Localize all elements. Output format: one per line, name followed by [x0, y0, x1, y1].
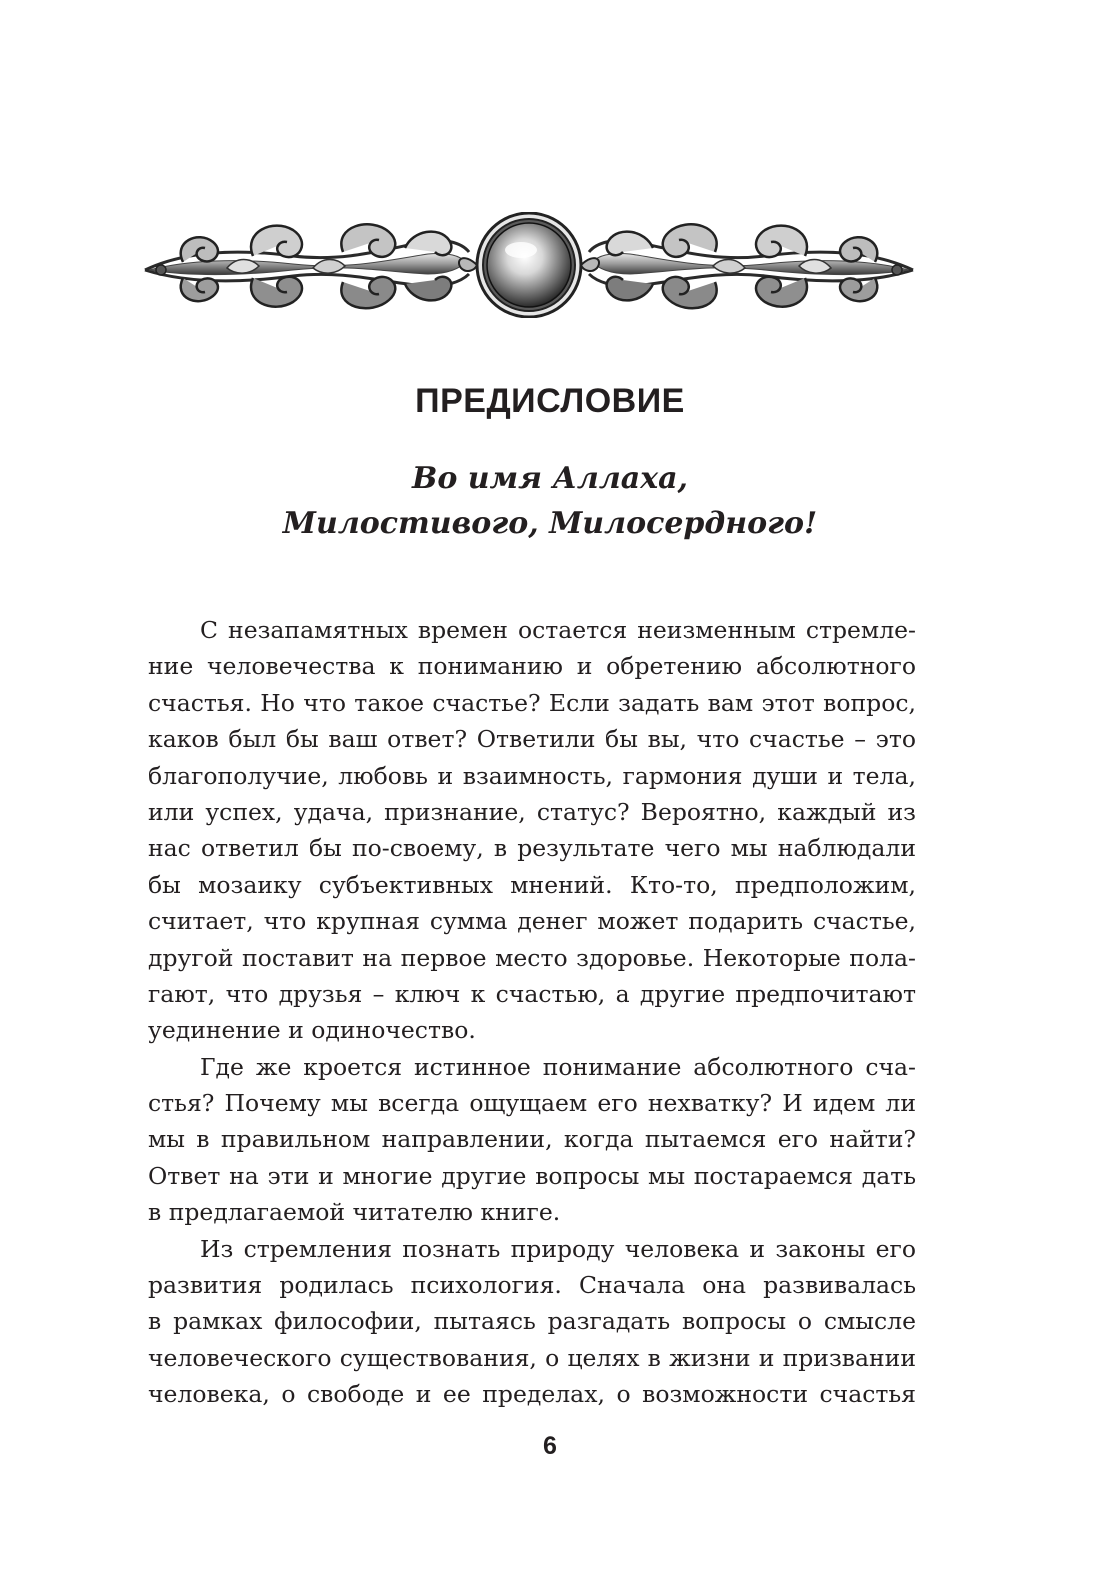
text-line: бы мозаику субъективных мнений. Кто-то, предположим,	[148, 870, 916, 899]
text-line: уединение и одиночество.	[148, 1016, 476, 1045]
paragraph	[148, 612, 916, 1049]
text-line: в предлагаемой читателю книге.	[148, 1198, 561, 1227]
text-line: считает, что крупная сумма денег может подарить счастье,	[148, 907, 916, 936]
text-line: стья? Почему мы всегда ощущаем его нехватку? И идем ли	[148, 1089, 916, 1118]
text-line: другой поставит на первое место здоровье. Некоторые пола-	[148, 943, 916, 972]
text-line: каков был бы ваш ответ? Ответили бы вы, что счастье – это	[148, 725, 916, 754]
text-line: мы в правильном направлении, когда пытаемся его найти?	[148, 1125, 916, 1154]
text-line: развития родилась психология. Сначала она развивалась	[148, 1271, 916, 1300]
text-line: Где же кроется истинное понимание абсолютного сча-	[200, 1052, 916, 1081]
chapter-heading: ПРЕДИСЛОВИЕ	[415, 382, 685, 420]
text-line: человека, о свободе и ее пределах, о возможности счастья	[148, 1380, 916, 1409]
text-line: или успех, удача, признание, статус? Вероятно, каждый из	[148, 797, 916, 826]
text-line: человеческого существования, о целях в жизни и призвании	[148, 1343, 916, 1372]
text-line: ние человечества к пониманию и обретению абсолютного	[148, 652, 916, 681]
paragraph	[148, 1049, 916, 1231]
text-line: в рамках философии, пытаясь разгадать вопросы о смысле	[148, 1307, 916, 1336]
text-line: нас ответил бы по-своему, в результате чего мы наблюдали	[148, 834, 916, 863]
text-line: Из стремления познать природу человека и законы его	[200, 1234, 916, 1263]
basmala-line-2: Милостивого, Милосердного!	[282, 506, 818, 541]
ornament-divider-icon	[143, 212, 915, 318]
text-line: С незапамятных времен остается неизменным стремле-	[200, 616, 916, 644]
basmala-line-1: Во имя Аллаха,	[411, 461, 689, 496]
text-line: счастья. Но что такое счастье? Если задать вам этот вопрос,	[148, 688, 916, 717]
text-line: благополучие, любовь и взаимность, гармония души и тела,	[148, 761, 916, 790]
basmala-epigraph	[0, 456, 1100, 546]
text-line: гают, что друзья – ключ к счастью, а другие предпочитают	[148, 979, 916, 1008]
page-number: 6	[543, 1432, 557, 1460]
text-line: Ответ на эти и многие другие вопросы мы постараемся дать	[148, 1161, 916, 1190]
body-text	[148, 612, 916, 1413]
paragraph	[148, 1231, 916, 1413]
